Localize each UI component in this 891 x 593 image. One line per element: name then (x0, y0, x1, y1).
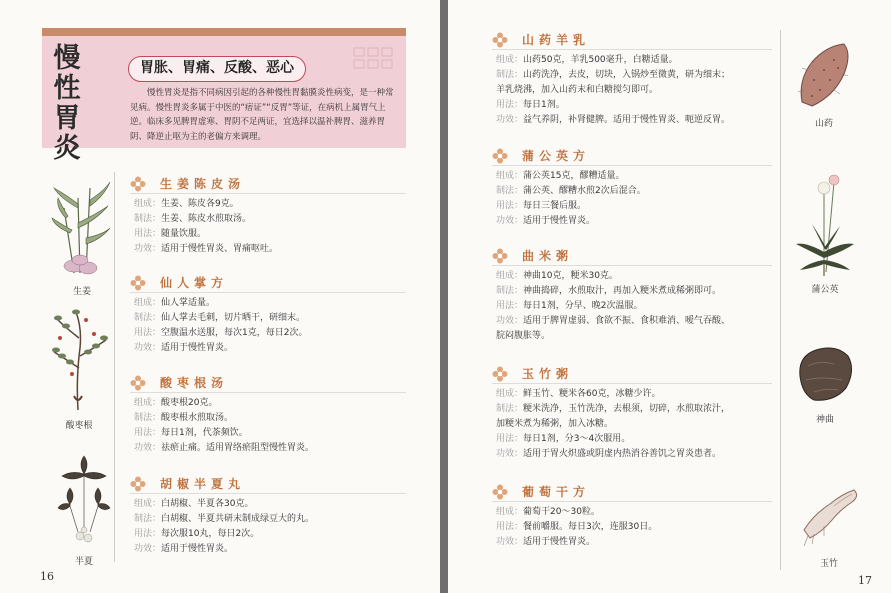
recipe-name: 胡椒半夏丸 (160, 477, 246, 491)
line-text: 粳米洗净，玉竹洗净，去根须，切碎，水煎取浓汁， (523, 404, 731, 414)
line-text: 白胡椒、半夏各30克。 (161, 499, 254, 509)
line-label: 用法： (496, 100, 524, 110)
recipe-name: 山药羊乳 (522, 33, 591, 47)
line-text: 每次服10丸，每日2次。 (161, 529, 260, 539)
recipe-card (492, 246, 772, 344)
plant-illustration (794, 474, 864, 569)
recipe-line (492, 535, 772, 550)
plant-caption: 玉竹 (819, 559, 838, 569)
line-label: 用法： (496, 301, 524, 311)
recipe-name: 生姜陈皮汤 (160, 177, 246, 191)
recipe-card (130, 373, 406, 456)
line-text: 蒲公英、醪糟水煎2次后混合。 (523, 186, 646, 196)
plant-caption: 山药 (814, 119, 833, 129)
line-text: 神曲捣碎，水煎取汁，再加入粳米煮成稀粥即可。 (523, 286, 722, 296)
line-label: 制法： (496, 70, 524, 80)
recipe-name: 玉竹粥 (522, 367, 574, 381)
recipe-title-bar (492, 146, 772, 166)
line-label: 制法： (134, 514, 162, 524)
line-text: 酸枣根20克。 (161, 398, 218, 408)
jujube-root-icon (46, 308, 112, 412)
line-label: 功效： (496, 537, 524, 547)
plant-illustration (794, 40, 854, 129)
line-label: 组成： (496, 507, 524, 517)
line-label: 用法： (134, 529, 162, 539)
recipe-line (492, 284, 772, 299)
flower-icon (492, 366, 508, 382)
line-text: 每日1剂。 (523, 100, 565, 110)
dandelion-plant-icon (794, 172, 856, 276)
line-label: 功效： (496, 216, 524, 226)
line-label: 组成： (496, 389, 524, 399)
recipe-name: 仙人掌方 (160, 276, 229, 290)
recipe-line (130, 411, 406, 426)
recipe-title-bar (130, 373, 406, 393)
line-label: 制法： (496, 404, 524, 414)
line-text: 每日1剂，分3～4次服用。 (523, 434, 631, 444)
line-text: 仙人掌去毛刺，切片晒干，研细末。 (161, 313, 306, 323)
plant-caption: 蒲公英 (811, 285, 839, 295)
line-text: 生姜、陈皮各9克。 (161, 199, 239, 209)
line-text: 适用于慢性胃炎。 (523, 537, 596, 547)
recipe-line (492, 113, 772, 128)
recipe-line (130, 542, 406, 557)
plant-illustration (794, 172, 856, 295)
recipe-title-bar (492, 364, 772, 384)
recipe-line (492, 214, 772, 229)
recipe-title-bar (492, 30, 772, 50)
line-label: 功效： (134, 544, 162, 554)
recipe-line (130, 227, 406, 242)
ginger-plant-icon (50, 178, 114, 278)
flower-icon (492, 32, 508, 48)
recipe-line (492, 402, 772, 417)
line-text: 祛瘀止痛。适用胃络瘀阻型慢性胃炎。 (161, 443, 315, 453)
line-text: 葡萄干20～30粒。 (523, 507, 600, 517)
recipe-card (492, 30, 772, 128)
recipe-line (130, 296, 406, 311)
line-text: 适用于慢性胃炎。 (523, 216, 596, 226)
line-text: 随量饮服。 (161, 229, 207, 239)
recipe-name: 葡萄干方 (522, 485, 591, 499)
line-label: 组成： (134, 298, 162, 308)
flower-icon (130, 476, 146, 492)
line-label: 组成： (134, 499, 162, 509)
line-text: 每日三餐后服。 (523, 201, 587, 211)
header-pattern-icon (352, 46, 398, 82)
recipe-line (130, 497, 406, 512)
line-label: 组成： (496, 55, 524, 65)
line-text: 山药50克，羊乳500毫升，白糖适量。 (523, 55, 678, 65)
recipe-line (492, 432, 772, 447)
recipe-card (130, 174, 406, 257)
plant-illustration (54, 452, 114, 567)
chapter-subtitle: 胃胀、胃痛、反酸、恶心 (128, 56, 306, 82)
flower-icon (492, 148, 508, 164)
recipe-line (130, 512, 406, 527)
recipe-line (130, 341, 406, 356)
recipe-name: 酸枣根汤 (160, 376, 229, 390)
line-text: 适用于脾胃虚弱、食欲不振、食积难消、嗳气吞酸、 (523, 316, 731, 326)
line-text: 每日1剂，代茶频饮。 (161, 428, 248, 438)
line-text: 脘闷腹胀等。 (496, 331, 551, 341)
left-page (0, 0, 440, 593)
plant-illustration (46, 308, 112, 431)
line-text: 适用于慢性胃炎。 (161, 343, 234, 353)
recipe-line (492, 83, 772, 98)
recipe-line (130, 396, 406, 411)
line-label: 功效： (496, 449, 524, 459)
recipe-line (492, 329, 772, 344)
recipe-line (492, 199, 772, 214)
recipe-line (492, 505, 772, 520)
line-text: 加粳米煮为稀粥，加入冰糖。 (496, 419, 614, 429)
line-text: 神曲10克，粳米30克。 (523, 271, 618, 281)
recipe-name: 蒲公英方 (522, 149, 591, 163)
line-label: 制法： (134, 313, 162, 323)
yam-root-icon (794, 40, 854, 110)
line-text: 适用于慢性胃炎。 (161, 544, 234, 554)
line-label: 组成： (496, 171, 524, 181)
recipe-card (130, 273, 406, 356)
line-label: 用法： (496, 201, 524, 211)
flower-icon (492, 484, 508, 500)
flower-icon (492, 248, 508, 264)
recipe-line (492, 68, 772, 83)
chapter-header (42, 36, 406, 164)
line-label: 功效： (496, 316, 524, 326)
page-number: 16 (40, 570, 54, 583)
line-text: 每日1剂，分早、晚2次温服。 (523, 301, 643, 311)
recipe-title-bar (492, 482, 772, 502)
recipe-card (492, 146, 772, 229)
right-page (448, 0, 891, 593)
flower-icon (130, 375, 146, 391)
recipe-card (130, 474, 406, 557)
plant-caption: 生姜 (72, 287, 91, 297)
line-label: 功效： (134, 244, 162, 254)
line-label: 制法： (134, 413, 162, 423)
recipe-line (492, 314, 772, 329)
plant-illustration (794, 342, 856, 425)
recipe-title-bar (130, 174, 406, 194)
line-label: 用法： (134, 229, 162, 239)
page-number: 17 (858, 574, 872, 587)
plant-caption: 半夏 (74, 557, 93, 567)
line-label: 功效： (496, 115, 524, 125)
line-label: 功效： (134, 443, 162, 453)
chapter-title: 慢性胃炎 (53, 43, 81, 164)
recipe-line (492, 269, 772, 284)
recipe-line (492, 417, 772, 432)
book-spine (440, 0, 448, 593)
recipe-line (492, 169, 772, 184)
line-label: 用法： (134, 328, 162, 338)
line-label: 组成： (134, 398, 162, 408)
line-label: 用法： (496, 434, 524, 444)
line-text: 餐前嚼服。每日3次，连服30日。 (523, 522, 658, 532)
line-label: 组成： (134, 199, 162, 209)
line-text: 适用于胃火炽盛或阴虚内热消谷善饥之胃炎患者。 (523, 449, 722, 459)
line-text: 白胡椒、半夏共研末制成绿豆大的丸。 (161, 514, 315, 524)
recipe-line (130, 527, 406, 542)
column-divider (114, 172, 115, 562)
recipe-card (492, 364, 772, 462)
line-label: 用法： (496, 522, 524, 532)
line-label: 制法： (134, 214, 162, 224)
line-text: 适用于慢性胃炎、胃痛呕吐。 (161, 244, 279, 254)
flower-icon (130, 275, 146, 291)
line-text: 仙人掌适量。 (161, 298, 216, 308)
plant-illustration (50, 178, 114, 297)
line-text: 蒲公英15克，醪糟适量。 (523, 171, 625, 181)
recipe-line (492, 520, 772, 535)
line-text: 鲜玉竹、粳米各60克，冰糖少许。 (523, 389, 661, 399)
recipe-card (492, 482, 772, 550)
recipe-line (492, 299, 772, 314)
flower-icon (130, 176, 146, 192)
plant-caption: 酸枣根 (65, 421, 93, 431)
recipe-line (130, 326, 406, 341)
line-text: 空腹温水送服，每次1克，每日2次。 (161, 328, 308, 338)
recipe-line (130, 212, 406, 227)
line-text: 益气养阴，补肾健脾。适用于慢性胃炎、呃逆反胃。 (523, 115, 731, 125)
recipe-name: 曲米粥 (522, 249, 574, 263)
line-text: 山药洗净，去皮，切块，入锅炒至微黄，研为细末； (523, 70, 731, 80)
recipe-title-bar (492, 246, 772, 266)
line-text: 酸枣根水煎取汤。 (161, 413, 234, 423)
recipe-line (130, 242, 406, 257)
chapter-intro: 慢性胃炎是指不同病因引起的各种慢性胃黏膜炎性病变，是一种常见病。慢性胃炎多属于中医的“痞证”“反胃”等证，在病机上属胃气上逆。临床多见脾胃虚寒、胃阴不足两证，宜选择以温补脾胃、滋养胃阴、降逆止呕为主的老偏方来调理。 (130, 88, 394, 142)
recipe-line (130, 311, 406, 326)
recipe-line (130, 426, 406, 441)
plant-caption: 神曲 (815, 415, 834, 425)
recipe-line (130, 197, 406, 212)
header-strip (42, 28, 406, 36)
recipe-line (492, 387, 772, 402)
polygonatum-root-icon (794, 474, 864, 550)
recipe-line (492, 53, 772, 68)
recipe-line (492, 184, 772, 199)
line-text: 羊乳烧沸，加入山药末和白糖搅匀即可。 (496, 85, 659, 95)
line-label: 制法： (496, 286, 524, 296)
line-label: 组成： (496, 271, 524, 281)
recipe-line (492, 447, 772, 462)
pinellia-plant-icon (54, 452, 114, 548)
column-divider (780, 30, 781, 570)
recipe-line (130, 441, 406, 456)
line-text: 生姜、陈皮水煎取汤。 (161, 214, 252, 224)
line-label: 制法： (496, 186, 524, 196)
line-label: 功效： (134, 343, 162, 353)
recipe-title-bar (130, 474, 406, 494)
medicated-leaven-icon (794, 342, 856, 406)
recipe-line (492, 98, 772, 113)
line-label: 用法： (134, 428, 162, 438)
recipe-title-bar (130, 273, 406, 293)
